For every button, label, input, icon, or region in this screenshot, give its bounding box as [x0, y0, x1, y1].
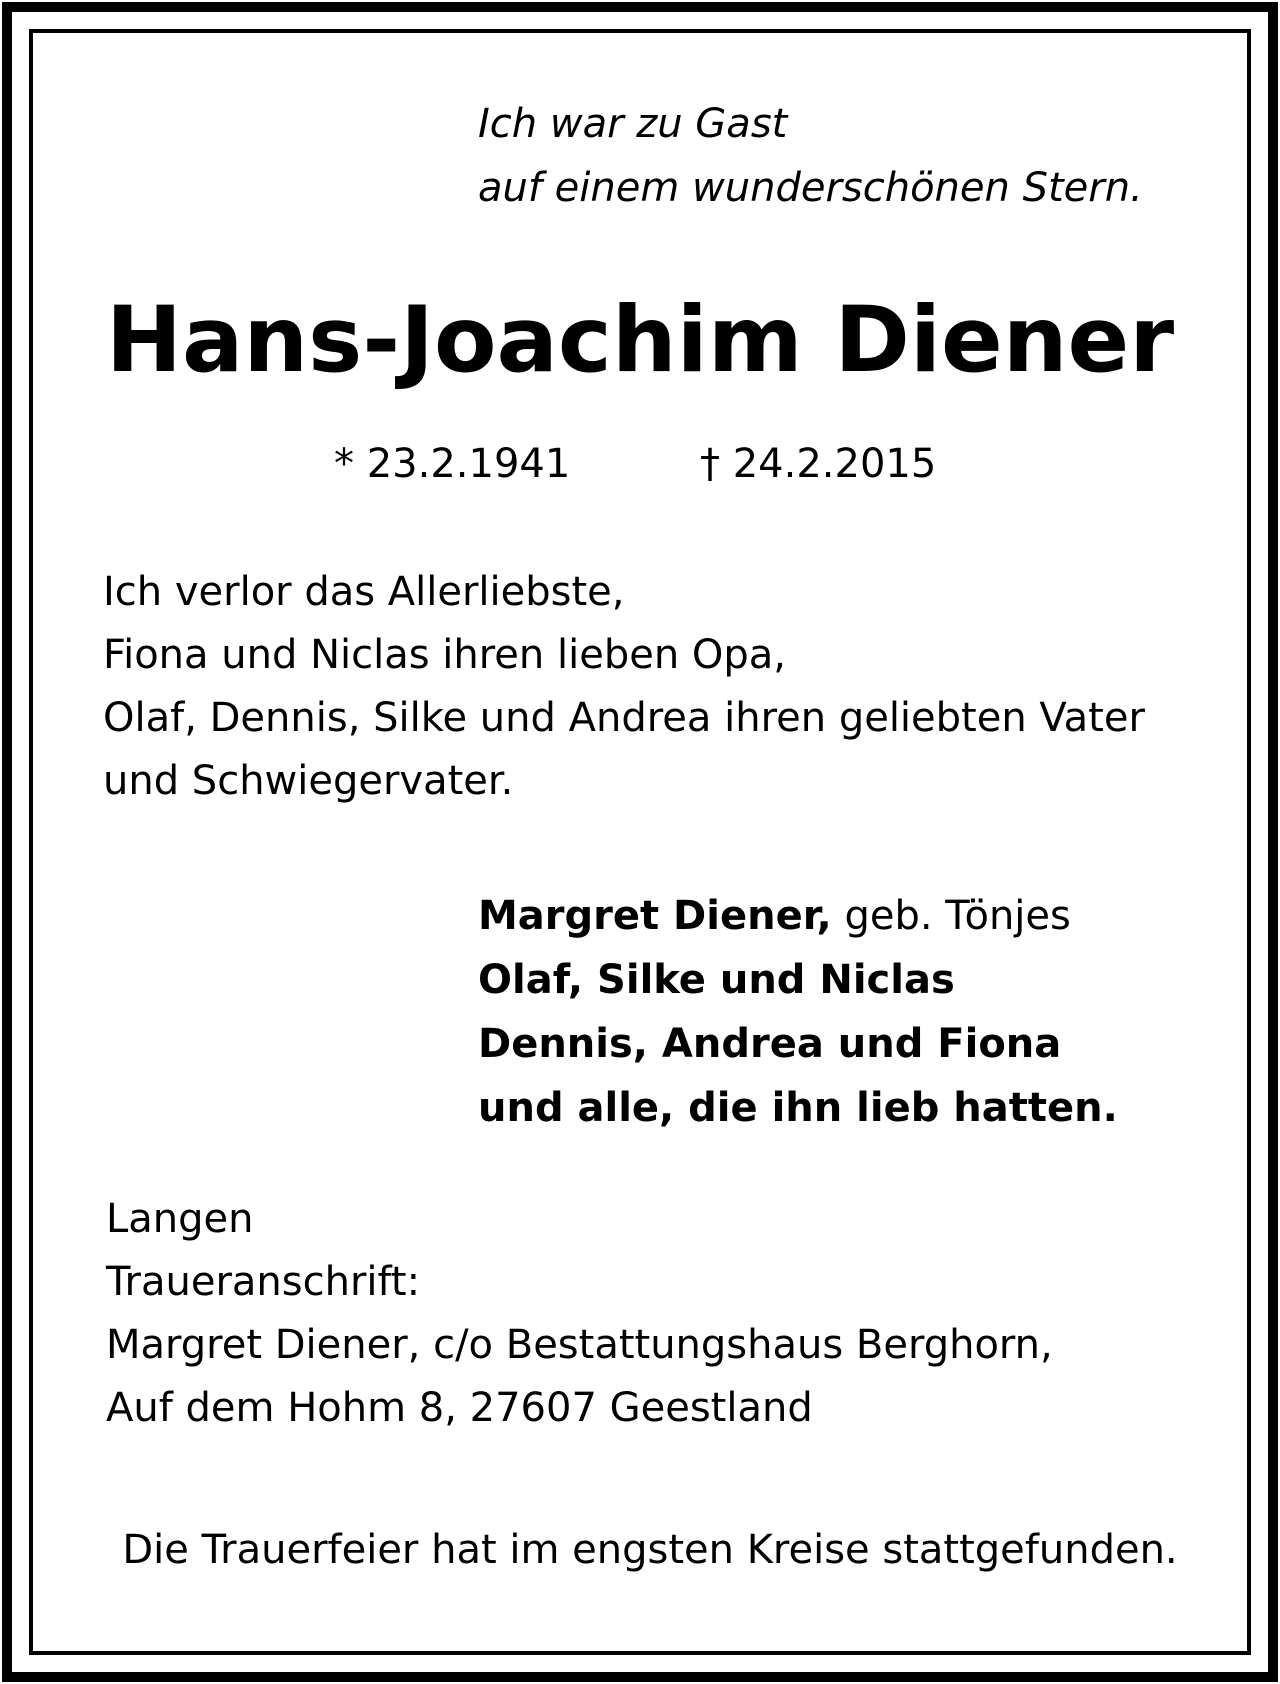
- quote-line-1: Ich war zu Gast: [478, 101, 788, 147]
- quote: [478, 92, 1143, 220]
- mourner-line-3: Dennis, Andrea und Fiona: [478, 1021, 1062, 1067]
- ceremony-note: Die Trauerfeier hat im engsten Kreise stattgefunden.: [122, 1527, 1178, 1573]
- deceased-name: Hans-Joachim Diener: [105, 288, 1175, 393]
- quote-line-2: auf einem wunderschönen Stern.: [478, 165, 1143, 211]
- loss-line-1: Ich verlor das Allerliebste,: [103, 569, 625, 615]
- mourner-line-4: und alle, die ihn lieb hatten.: [478, 1085, 1118, 1131]
- address-line-2: Auf dem Hohm 8, 27607 Geestland: [106, 1385, 813, 1431]
- address-line-1: Margret Diener, c/o Bestattungshaus Berghorn,: [106, 1322, 1053, 1368]
- mourners: [478, 884, 1118, 1140]
- loss-line-3: Olaf, Dennis, Silke und Andrea ihren geliebten Vater: [103, 695, 1145, 741]
- death-date: † 24.2.2015: [700, 441, 937, 487]
- address-label: Traueranschrift:: [106, 1259, 421, 1305]
- mourning-address: [106, 1188, 1053, 1440]
- mourner-maiden-name: geb. Tönjes: [831, 893, 1071, 939]
- mourner-name-bold: Margret Diener,: [478, 893, 832, 939]
- loss-text: [103, 561, 1145, 813]
- birth-date: * 23.2.1941: [334, 441, 571, 487]
- address-place: Langen: [106, 1196, 254, 1242]
- mourner-line-1: [478, 884, 1118, 948]
- loss-line-4: und Schwiegervater.: [103, 758, 514, 804]
- mourner-line-2: Olaf, Silke und Niclas: [478, 957, 955, 1003]
- loss-line-2: Fiona und Niclas ihren lieben Opa,: [103, 632, 786, 678]
